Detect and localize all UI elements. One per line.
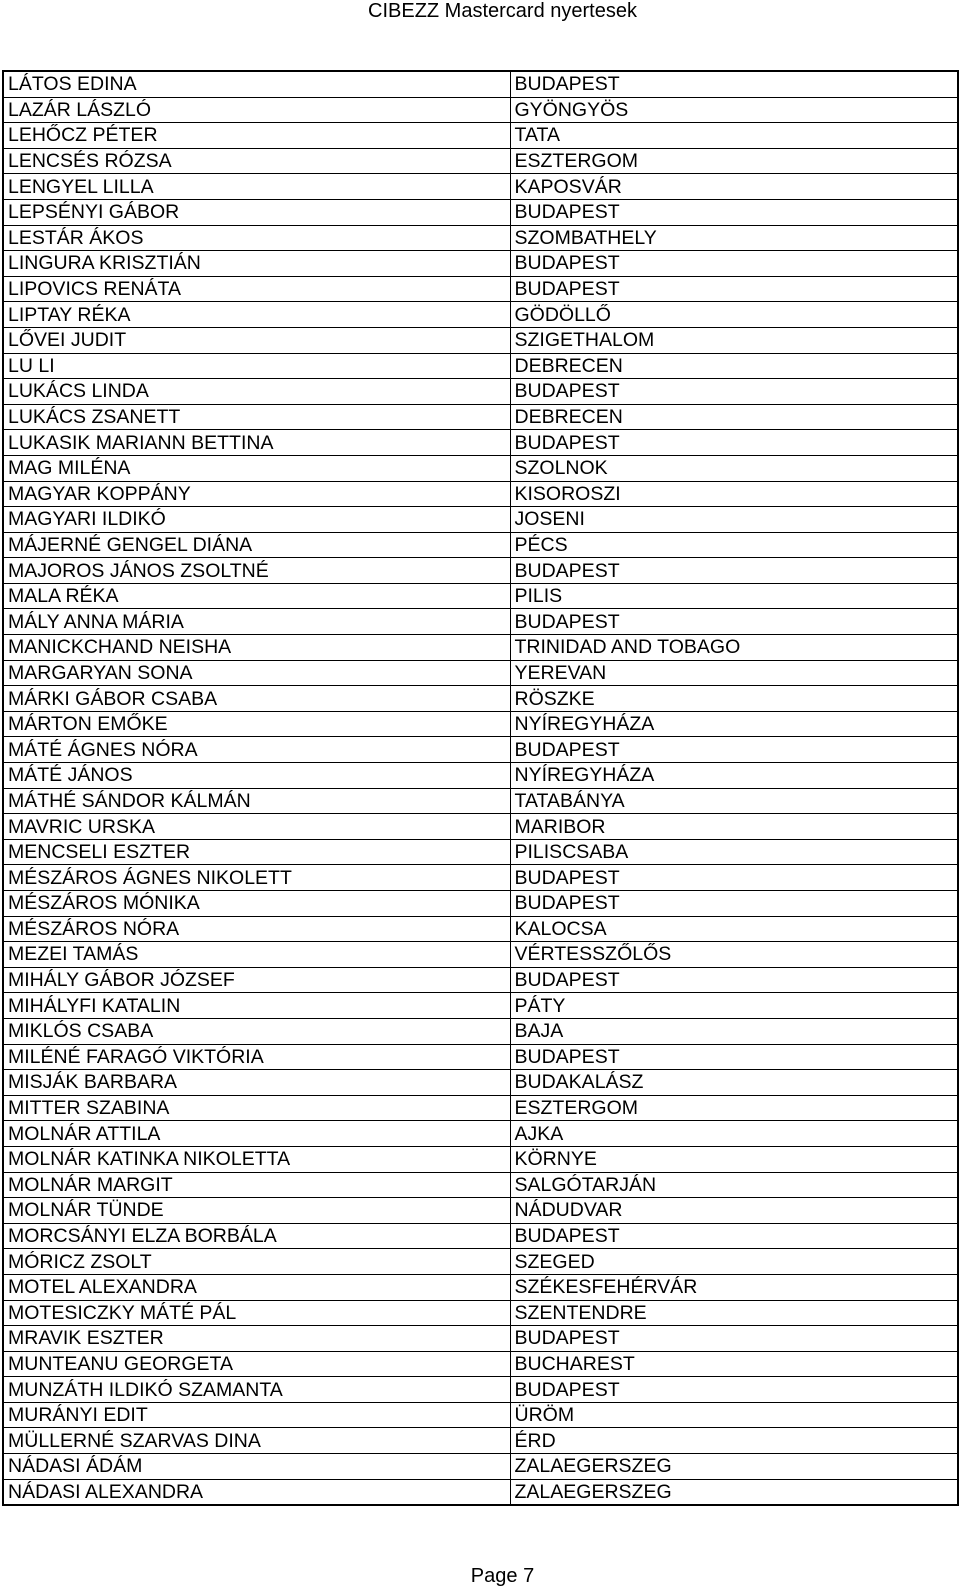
winner-name-cell: LAZÁR LÁSZLÓ	[3, 97, 510, 123]
winner-name-cell: LEPSÉNYI GÁBOR	[3, 199, 510, 225]
winner-city-cell: ÜRÖM	[510, 1402, 958, 1428]
table-row	[3, 814, 958, 840]
table-row	[3, 1223, 958, 1249]
winner-name-cell: MAGYARI ILDIKÓ	[3, 507, 510, 533]
table-row	[3, 1146, 958, 1172]
table-row	[3, 1377, 958, 1403]
winner-city-cell: BUDAPEST	[510, 430, 958, 456]
table-row	[3, 123, 958, 149]
winner-city-cell: BUDAPEST	[510, 199, 958, 225]
winner-name-cell: MIHÁLY GÁBOR JÓZSEF	[3, 967, 510, 993]
winner-city-cell: ZALAEGERSZEG	[510, 1479, 958, 1505]
winner-city-cell: DEBRECEN	[510, 404, 958, 430]
winner-city-cell: ZALAEGERSZEG	[510, 1454, 958, 1480]
table-row	[3, 430, 958, 456]
winners-table	[2, 70, 959, 1506]
winner-city-cell: BUDAKALÁSZ	[510, 1070, 958, 1096]
winner-city-cell: ÉRD	[510, 1428, 958, 1454]
winner-city-cell: BUDAPEST	[510, 737, 958, 763]
table-row	[3, 404, 958, 430]
winner-city-cell: AJKA	[510, 1121, 958, 1147]
table-row	[3, 891, 958, 917]
winner-city-cell: PILIS	[510, 583, 958, 609]
table-row	[3, 1070, 958, 1096]
table-row	[3, 199, 958, 225]
table-row	[3, 660, 958, 686]
winner-name-cell: LENCSÉS RÓZSA	[3, 148, 510, 174]
winner-city-cell: KALOCSA	[510, 916, 958, 942]
table-row	[3, 455, 958, 481]
table-row	[3, 251, 958, 277]
table-row	[3, 737, 958, 763]
winner-city-cell: SZENTENDRE	[510, 1300, 958, 1326]
table-row	[3, 327, 958, 353]
winner-name-cell: MORCSÁNYI ELZA BORBÁLA	[3, 1223, 510, 1249]
winner-city-cell: BUDAPEST	[510, 276, 958, 302]
winner-name-cell: MANICKCHAND NEISHA	[3, 635, 510, 661]
table-row	[3, 916, 958, 942]
winner-city-cell: ESZTERGOM	[510, 148, 958, 174]
table-row	[3, 635, 958, 661]
table-row	[3, 1172, 958, 1198]
winner-name-cell: MUNTEANU GEORGETA	[3, 1351, 510, 1377]
winner-city-cell: SZÉKESFEHÉRVÁR	[510, 1274, 958, 1300]
table-row	[3, 1326, 958, 1352]
table-row	[3, 532, 958, 558]
table-row	[3, 1300, 958, 1326]
winner-city-cell: KÖRNYE	[510, 1146, 958, 1172]
table-row	[3, 1095, 958, 1121]
table-row	[3, 481, 958, 507]
page-title: CIBEZZ Mastercard nyertesek	[368, 0, 637, 22]
winner-city-cell: BUDAPEST	[510, 1326, 958, 1352]
winner-city-cell: YEREVAN	[510, 660, 958, 686]
table-row	[3, 1479, 958, 1505]
table-row	[3, 379, 958, 405]
winner-name-cell: LEHŐCZ PÉTER	[3, 123, 510, 149]
winner-city-cell: GYÖNGYÖS	[510, 97, 958, 123]
table-row	[3, 1428, 958, 1454]
winner-city-cell: VÉRTESSZŐLŐS	[510, 942, 958, 968]
table-row	[3, 788, 958, 814]
winner-name-cell: MÁTÉ JÁNOS	[3, 763, 510, 789]
table-row	[3, 583, 958, 609]
winner-name-cell: MENCSELI ESZTER	[3, 839, 510, 865]
winner-name-cell: MIKLÓS CSABA	[3, 1018, 510, 1044]
winner-name-cell: MISJÁK BARBARA	[3, 1070, 510, 1096]
table-row	[3, 967, 958, 993]
winner-city-cell: BUDAPEST	[510, 379, 958, 405]
winner-name-cell: MAVRIC URSKA	[3, 814, 510, 840]
winner-name-cell: NÁDASI ÁDÁM	[3, 1454, 510, 1480]
winner-name-cell: MÁLY ANNA MÁRIA	[3, 609, 510, 635]
table-row	[3, 839, 958, 865]
table-row	[3, 276, 958, 302]
table-row	[3, 865, 958, 891]
winner-name-cell: MÉSZÁROS ÁGNES NIKOLETT	[3, 865, 510, 891]
winner-city-cell: BUDAPEST	[510, 1223, 958, 1249]
winner-city-cell: BUDAPEST	[510, 1044, 958, 1070]
table-row	[3, 686, 958, 712]
winner-name-cell: MEZEI TAMÁS	[3, 942, 510, 968]
table-row	[3, 174, 958, 200]
table-row	[3, 1402, 958, 1428]
table-row	[3, 97, 958, 123]
winner-name-cell: LUKÁCS LINDA	[3, 379, 510, 405]
table-row	[3, 507, 958, 533]
winner-name-cell: LENGYEL LILLA	[3, 174, 510, 200]
table-row	[3, 609, 958, 635]
winner-city-cell: BUCHAREST	[510, 1351, 958, 1377]
winner-name-cell: MÁTHÉ SÁNDOR KÁLMÁN	[3, 788, 510, 814]
winner-name-cell: MOLNÁR MARGIT	[3, 1172, 510, 1198]
winner-name-cell: MALA RÉKA	[3, 583, 510, 609]
winner-city-cell: BUDAPEST	[510, 251, 958, 277]
table-row	[3, 711, 958, 737]
winner-name-cell: MOLNÁR KATINKA NIKOLETTA	[3, 1146, 510, 1172]
winner-city-cell: BUDAPEST	[510, 71, 958, 97]
winner-name-cell: MAGYAR KOPPÁNY	[3, 481, 510, 507]
winner-city-cell: JOSENI	[510, 507, 958, 533]
winner-city-cell: KISOROSZI	[510, 481, 958, 507]
winner-name-cell: MOLNÁR TÜNDE	[3, 1198, 510, 1224]
winner-city-cell: SZIGETHALOM	[510, 327, 958, 353]
winner-city-cell: GÖDÖLLŐ	[510, 302, 958, 328]
table-row	[3, 302, 958, 328]
table-row	[3, 1121, 958, 1147]
winner-name-cell: LIPOVICS RENÁTA	[3, 276, 510, 302]
winner-name-cell: MAG MILÉNA	[3, 455, 510, 481]
winner-city-cell: SZOLNOK	[510, 455, 958, 481]
winner-name-cell: LUKÁCS ZSANETT	[3, 404, 510, 430]
table-row	[3, 1249, 958, 1275]
winner-city-cell: BUDAPEST	[510, 891, 958, 917]
winner-name-cell: MÉSZÁROS NÓRA	[3, 916, 510, 942]
table-row	[3, 558, 958, 584]
table-row	[3, 353, 958, 379]
winner-city-cell: BUDAPEST	[510, 865, 958, 891]
winner-city-cell: BUDAPEST	[510, 558, 958, 584]
winner-name-cell: MOTESICZKY MÁTÉ PÁL	[3, 1300, 510, 1326]
winner-city-cell: PILISCSABA	[510, 839, 958, 865]
winner-name-cell: LÁTOS EDINA	[3, 71, 510, 97]
winner-city-cell: RÖSZKE	[510, 686, 958, 712]
winner-name-cell: LUKASIK MARIANN BETTINA	[3, 430, 510, 456]
winner-city-cell: MARIBOR	[510, 814, 958, 840]
winner-city-cell: NÁDUDVAR	[510, 1198, 958, 1224]
winners-table-body	[3, 71, 958, 1505]
page-number: Page 7	[470, 1565, 535, 1587]
winner-name-cell: MÁRKI GÁBOR CSABA	[3, 686, 510, 712]
winner-name-cell: LIPTAY RÉKA	[3, 302, 510, 328]
winner-name-cell: MUNZÁTH ILDIKÓ SZAMANTA	[3, 1377, 510, 1403]
winner-city-cell: BUDAPEST	[510, 967, 958, 993]
winner-city-cell: SZEGED	[510, 1249, 958, 1275]
winner-city-cell: TATABÁNYA	[510, 788, 958, 814]
winner-name-cell: MÓRICZ ZSOLT	[3, 1249, 510, 1275]
table-row	[3, 148, 958, 174]
winner-name-cell: MOLNÁR ATTILA	[3, 1121, 510, 1147]
table-row	[3, 1274, 958, 1300]
winner-name-cell: MÜLLERNÉ SZARVAS DINA	[3, 1428, 510, 1454]
winner-name-cell: MRAVIK ESZTER	[3, 1326, 510, 1352]
table-row	[3, 225, 958, 251]
table-row	[3, 1044, 958, 1070]
table-row	[3, 1198, 958, 1224]
winner-name-cell: MÉSZÁROS MÓNIKA	[3, 891, 510, 917]
winner-city-cell: NYÍREGYHÁZA	[510, 763, 958, 789]
winner-name-cell: MARGARYAN SONA	[3, 660, 510, 686]
winner-name-cell: MÁJERNÉ GENGEL DIÁNA	[3, 532, 510, 558]
winner-name-cell: MURÁNYI EDIT	[3, 1402, 510, 1428]
winner-name-cell: LINGURA KRISZTIÁN	[3, 251, 510, 277]
winner-city-cell: NYÍREGYHÁZA	[510, 711, 958, 737]
table-row	[3, 993, 958, 1019]
table-row	[3, 1351, 958, 1377]
winner-city-cell: SALGÓTARJÁN	[510, 1172, 958, 1198]
winner-city-cell: KAPOSVÁR	[510, 174, 958, 200]
winner-city-cell: BUDAPEST	[510, 1377, 958, 1403]
winner-name-cell: MIHÁLYFI KATALIN	[3, 993, 510, 1019]
winner-city-cell: BUDAPEST	[510, 609, 958, 635]
table-row	[3, 1018, 958, 1044]
winner-name-cell: LŐVEI JUDIT	[3, 327, 510, 353]
winner-name-cell: MAJOROS JÁNOS ZSOLTNÉ	[3, 558, 510, 584]
winner-name-cell: MÁRTON EMŐKE	[3, 711, 510, 737]
winner-name-cell: NÁDASI ALEXANDRA	[3, 1479, 510, 1505]
winner-city-cell: BAJA	[510, 1018, 958, 1044]
winner-city-cell: TATA	[510, 123, 958, 149]
winner-city-cell: PÁTY	[510, 993, 958, 1019]
winner-name-cell: MOTEL ALEXANDRA	[3, 1274, 510, 1300]
table-row	[3, 71, 958, 97]
winner-name-cell: MÁTÉ ÁGNES NÓRA	[3, 737, 510, 763]
table-row	[3, 1454, 958, 1480]
winner-city-cell: PÉCS	[510, 532, 958, 558]
table-row	[3, 942, 958, 968]
winner-city-cell: TRINIDAD AND TOBAGO	[510, 635, 958, 661]
winner-name-cell: MILÉNÉ FARAGÓ VIKTÓRIA	[3, 1044, 510, 1070]
winner-name-cell: LU LI	[3, 353, 510, 379]
winner-city-cell: DEBRECEN	[510, 353, 958, 379]
winner-city-cell: SZOMBATHELY	[510, 225, 958, 251]
winner-name-cell: MITTER SZABINA	[3, 1095, 510, 1121]
winner-name-cell: LESTÁR ÁKOS	[3, 225, 510, 251]
table-row	[3, 763, 958, 789]
winner-city-cell: ESZTERGOM	[510, 1095, 958, 1121]
